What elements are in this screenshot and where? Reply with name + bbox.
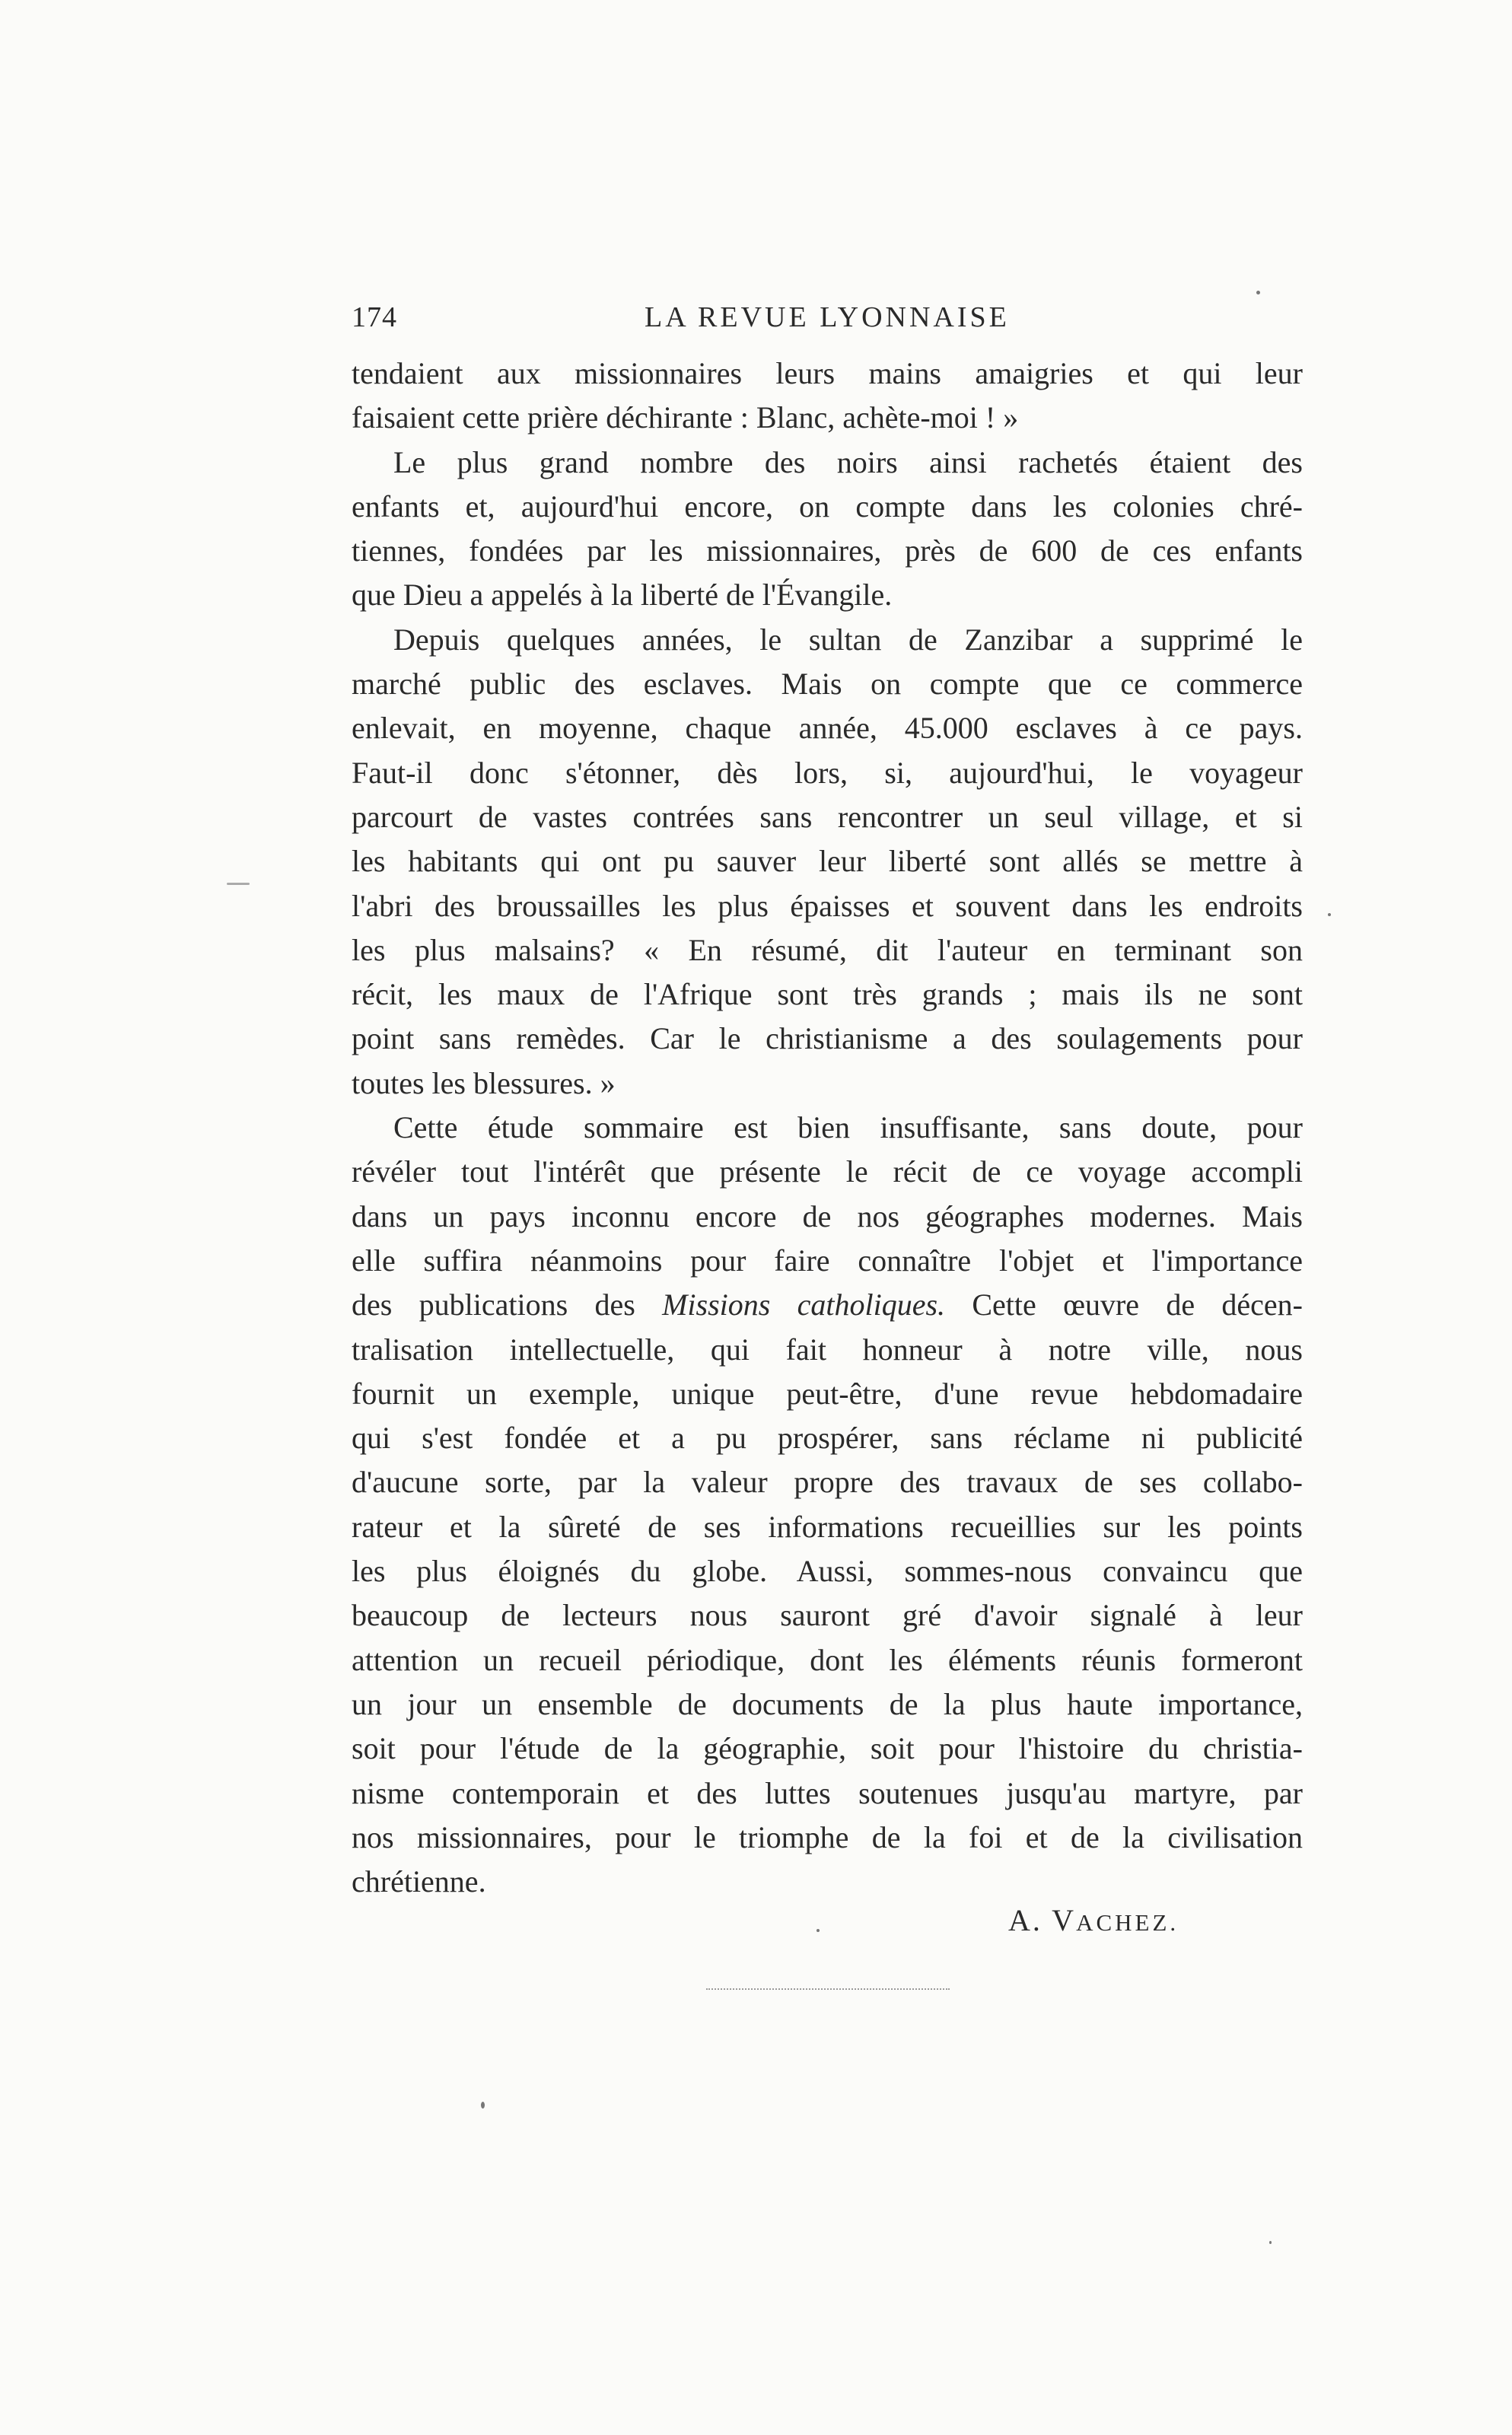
- text-line: nisme contemporain et des luttes soutenues jusqu'au martyre, par: [352, 1775, 1303, 1810]
- text-line: nos missionnaires, pour le triomphe de la foi et de la civilisation: [352, 1819, 1303, 1854]
- text-line: les habitants qui ont pu sauver leur liberté sont allés se mettre à: [352, 844, 1303, 879]
- text-line: chrétienne.: [352, 1864, 486, 1899]
- text-line: récit, les maux de l'Afrique sont très grands ; mais ils ne sont: [352, 977, 1303, 1012]
- article-body: [352, 352, 1303, 1904]
- text-line: marché public des esclaves. Mais on compte que ce commerce: [352, 667, 1303, 702]
- end-rule: [706, 1988, 950, 1990]
- text-line: tralisation intellectuelle, qui fait honneur à notre ville, nous: [352, 1332, 1303, 1367]
- running-header: [352, 301, 1303, 339]
- text-line: qui s'est fondée et a pu prospérer, sans réclame ni publicité: [352, 1421, 1303, 1456]
- paragraph-start-line: Cette étude sommaire est bien insuffisante, sans doute, pour: [393, 1110, 1303, 1145]
- scan-speck: [816, 1929, 820, 1932]
- text-line: faisaient cette prière déchirante : Blanc, achète-moi ! »: [352, 400, 1019, 435]
- running-title: LA REVUE LYONNAISE: [645, 301, 1010, 333]
- text-line: point sans remèdes. Car le christianisme a des soulagements pour: [352, 1021, 1303, 1056]
- text-line: toutes les blessures. »: [352, 1065, 616, 1100]
- text-line: attention un recueil périodique, dont les éléments réunis formeront: [352, 1642, 1303, 1677]
- text-line: un jour un ensemble de documents de la plus haute importance,: [352, 1686, 1303, 1721]
- paragraph-start-line: Le plus grand nombre des noirs ainsi rachetés étaient des: [393, 444, 1303, 479]
- text-line: Faut-il donc s'étonner, dès lors, si, aujourd'hui, le voyageur: [352, 755, 1303, 790]
- text-line: révéler tout l'intérêt que présente le récit de ce voyage accompli: [352, 1154, 1303, 1189]
- page-number: 174: [352, 301, 397, 333]
- scan-speck: [481, 2102, 485, 2109]
- text-line: fournit un exemple, unique peut-être, d'une revue hebdomadaire: [352, 1376, 1303, 1411]
- signature-surname: ACHEZ.: [1076, 1909, 1179, 1936]
- text-line-with-italic: [352, 1283, 1303, 1327]
- paragraph-start-line: Depuis quelques années, le sultan de Zanzibar a supprimé le: [393, 622, 1303, 657]
- text-line: enlevait, en moyenne, chaque année, 45.000 esclaves à ce pays.: [352, 711, 1303, 746]
- text-segment: Cette œuvre de décen-: [972, 1288, 1303, 1323]
- text-segment: des publications des: [352, 1288, 635, 1323]
- text-line: rateur et la sûreté de ses informations recueillies sur les points: [352, 1509, 1303, 1544]
- scan-speck: [1269, 2241, 1272, 2244]
- scan-speck: [1256, 291, 1260, 294]
- text-line: les plus malsains? « En résumé, dit l'auteur en terminant son: [352, 932, 1303, 967]
- text-line: parcourt de vastes contrées sans rencontrer un seul village, et si: [352, 799, 1303, 834]
- text-line: l'abri des broussailles les plus épaisses et souvent dans les endroits: [352, 888, 1303, 923]
- text-line: soit pour l'étude de la géographie, soit pour l'histoire du christia-: [352, 1731, 1303, 1766]
- author-signature: [1008, 1902, 1179, 1938]
- text-line: beaucoup de lecteurs nous sauront gré d'avoir signalé à leur: [352, 1598, 1303, 1633]
- text-line: d'aucune sorte, par la valeur propre des travaux de ses collabo-: [352, 1465, 1303, 1500]
- text-line: les plus éloignés du globe. Aussi, sommes-nous convaincu que: [352, 1554, 1303, 1589]
- text-line: tiennes, fondées par les missionnaires, près de 600 de ces enfants: [352, 533, 1303, 568]
- scan-speck: [1328, 913, 1331, 916]
- text-line: enfants et, aujourd'hui encore, on compte dans les colonies chré-: [352, 489, 1303, 524]
- text-line: que Dieu a appelés à la liberté de l'Évangile.: [352, 578, 893, 613]
- text-line: elle suffira néanmoins pour faire connaître l'objet et l'importance: [352, 1243, 1303, 1278]
- scan-speck: [227, 883, 250, 885]
- italic-title: Missions catholiques.: [662, 1288, 946, 1323]
- text-line: dans un pays inconnu encore de nos géographes modernes. Mais: [352, 1198, 1303, 1233]
- text-line: tendaient aux missionnaires leurs mains amaigries et qui leur: [352, 356, 1303, 390]
- signature-initial: A. V: [1008, 1903, 1077, 1937]
